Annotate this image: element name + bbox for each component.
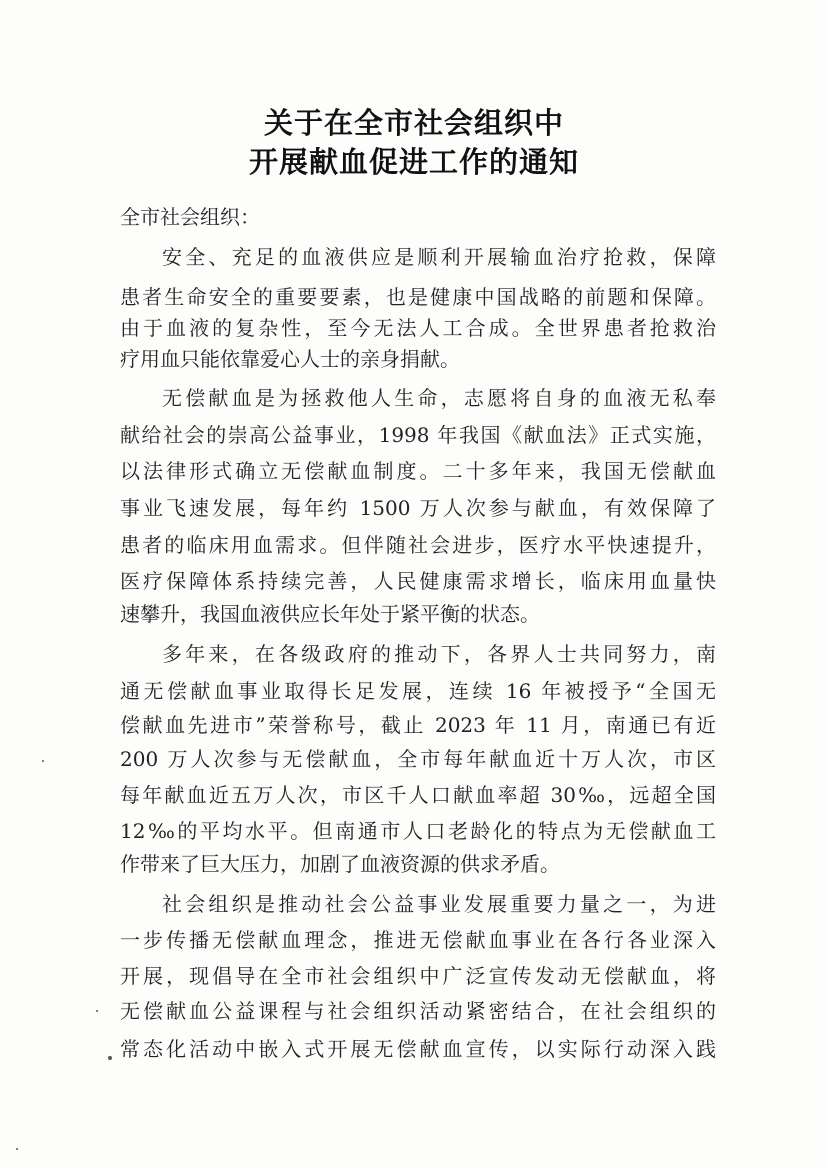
scan-speck (96, 1010, 98, 1012)
document-title-line-2: 开展献血促进工作的通知 (248, 145, 579, 179)
paragraph-line: 12‰的平均水平。但南通市人口老龄化的特点为无偿献血工 (120, 819, 716, 843)
paragraph-line: 疗用血只能依靠爱心人士的亲身捐献。 (120, 347, 460, 371)
paragraph-line: 患者生命安全的重要要素，也是健康中国战略的前题和保障。 (120, 285, 716, 309)
paragraph-line: 通无偿献血事业取得长足发展，连续 16 年被授予“全国无 (120, 679, 716, 703)
paragraph-line: 事业飞速发展，每年约 1500 万人次参与献血，有效保障了 (120, 496, 716, 520)
paragraph-line: 开展，现倡导在全市社会组织中广泛宣传发动无偿献血，将 (120, 964, 716, 988)
paragraph-line: 常态化活动中嵌入式开展无偿献血宣传，以实际行动深入践 (120, 1037, 716, 1061)
paragraph-line: 偿献血先进市”荣誉称号，截止 2023 年 11 月，南通已有近 (120, 713, 716, 737)
paragraph-line: 一步传播无偿献血理念，推进无偿献血事业在各行各业深入 (120, 928, 716, 952)
paragraph-line: 无偿献血公益课程与社会组织活动紧密结合，在社会组织的 (120, 999, 716, 1023)
paragraph-line: 由于血液的复杂性，至今无法人工合成。全世界患者抢救治 (120, 316, 716, 340)
paragraph-line: 200 万人次参与无偿献血，全市每年献血近十万人次，市区 (120, 747, 716, 771)
scan-speck (16, 1148, 18, 1150)
paragraph-line: 每年献血近五万人次，市区千人口献血率超 30‰，远超全国 (120, 783, 716, 807)
paragraph-line: 速攀升，我国血液供应长年处于紧平衡的状态。 (120, 602, 540, 626)
document-title-line-1: 关于在全市社会组织中 (263, 106, 564, 140)
paragraph-line: 献给社会的崇高公益事业，1998 年我国《献血法》正式实施， (120, 423, 716, 447)
paragraph-line: 医疗保障体系持续完善，人民健康需求增长，临床用血量快 (120, 569, 716, 593)
paragraph-line: 社会组织是推动社会公益事业发展重要力量之一，为进 (162, 892, 716, 916)
salutation: 全市社会组织： (120, 205, 260, 229)
scan-speck (108, 1056, 112, 1060)
paragraph-line: 安全、充足的血液供应是顺利开展输血治疗抢救，保障 (162, 245, 716, 269)
paragraph-line: 多年来，在各级政府的推动下，各界人士共同努力，南 (162, 642, 716, 666)
paragraph-line: 以法律形式确立无偿献血制度。二十多年来，我国无偿献血 (120, 459, 716, 483)
scan-speck (42, 760, 44, 762)
paragraph-line: 无偿献血是为拯救他人生命，志愿将自身的血液无私奉 (162, 386, 716, 410)
paragraph-line: 作带来了巨大压力，加剧了血液资源的供求矛盾。 (120, 852, 560, 876)
paragraph-line: 患者的临床用血需求。但伴随社会进步，医疗水平快速提升， (120, 533, 716, 557)
